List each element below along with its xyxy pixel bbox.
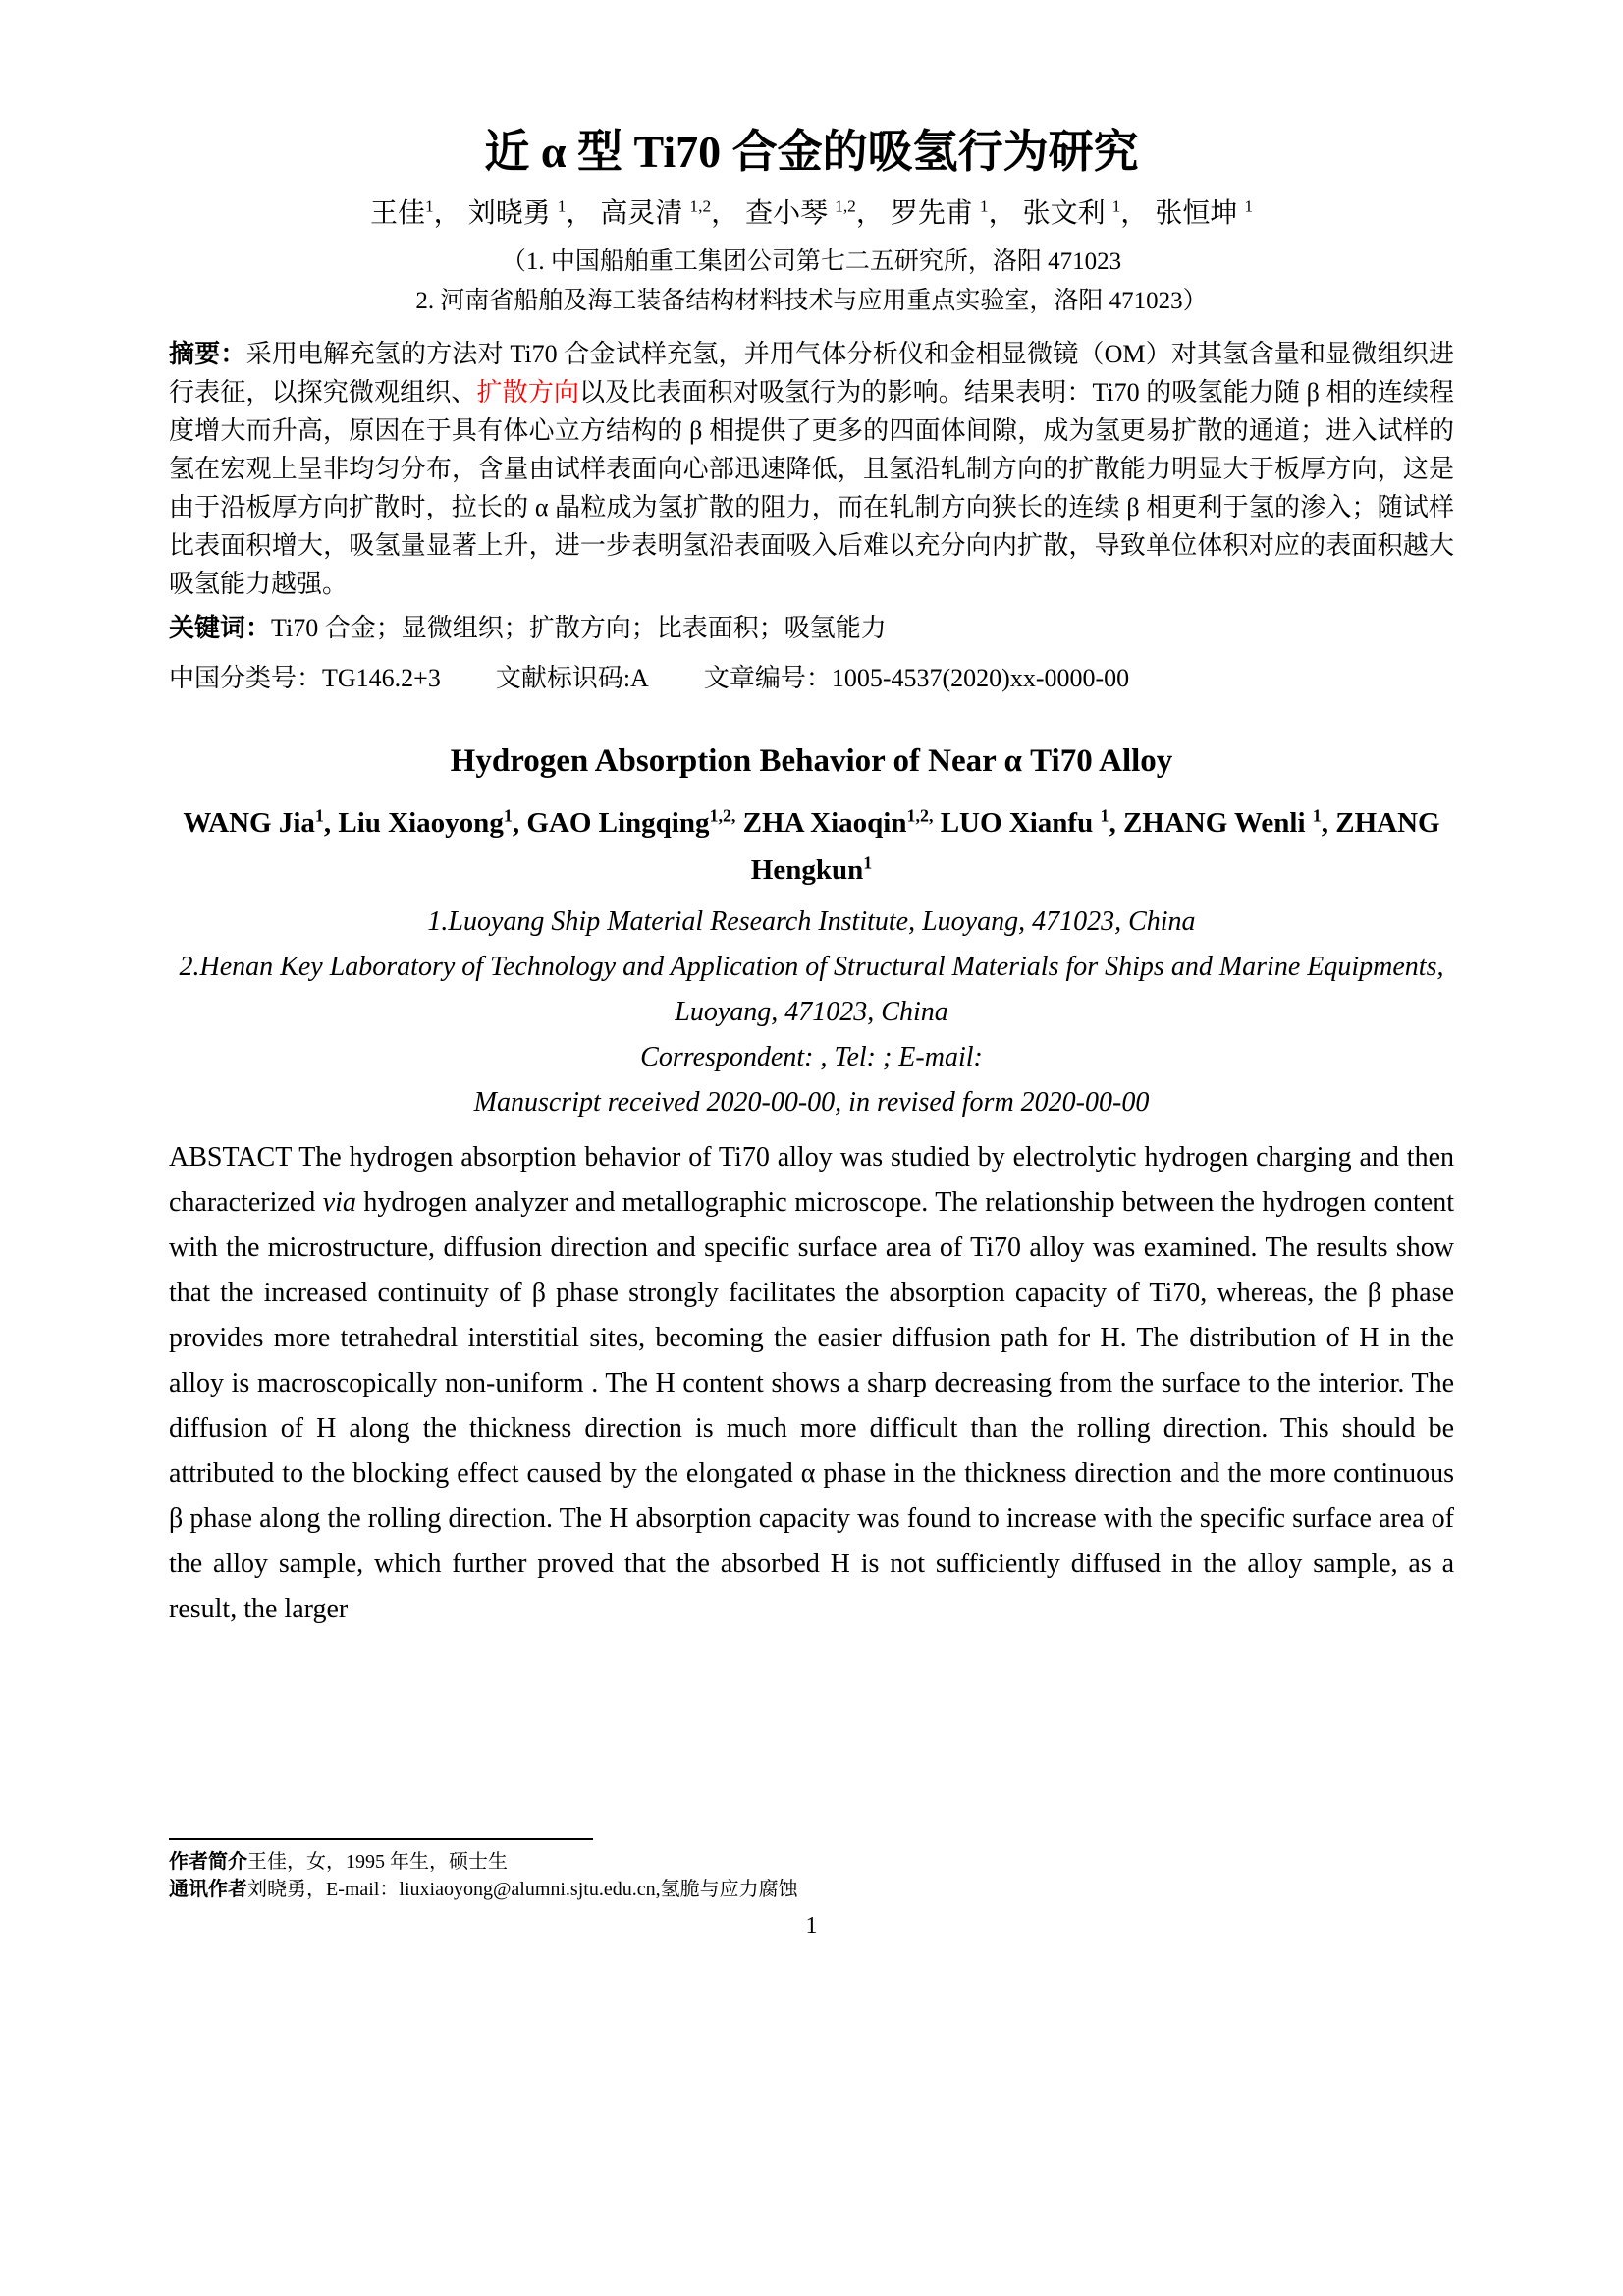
author-affiliation-superscript: 1 [1244, 196, 1254, 216]
author-separator: , [1321, 807, 1336, 839]
author-name: WANG Jia [183, 807, 315, 839]
footnote-divider [169, 1838, 593, 1840]
classification-line [169, 659, 1454, 697]
author-en [338, 807, 526, 839]
abstract-text-part2-cn: 以及比表面积对吸氢行为的影响。结果表明：Ti70 的吸氢能力随 β 相的连续程度增大而升高，原因在于具有体心立方结构的 β 相提供了更多的四面体间隙，成为氢更易扩散的通道；进入试样的氢在宏观上呈非均匀分布，含量由试样表面向心部迅速降低，且氢沿轧制方向的扩散能力明显大于板厚方向，这是由于沿板厚方向扩散时，拉长的 α 晶粒成为氢扩散的阻力，而在轧制方向狭长的连续 β 相更利于氢的渗入；随试样比表面积增大，吸氢量显著上升，进一步表明氢沿表面吸入后难以充分向内扩散，导致单位体积对应的表面积越大吸氢能力越强。 [169, 378, 1454, 598]
authors-en [169, 799, 1454, 894]
abstract-en [169, 1135, 1454, 1632]
affiliations-cn [169, 243, 1454, 321]
author-affiliation-superscript: 1 [863, 852, 873, 873]
author-separator: ， [711, 198, 739, 229]
keywords-line [169, 609, 1454, 647]
clc-number: 中国分类号：TG146.2+3 [169, 664, 441, 692]
author-en [1123, 807, 1335, 839]
author-separator: ， [1120, 198, 1149, 229]
abstract-text-part1-cn: 采用电解充氢的方法对 Ti70 合金试样充氢，并用气体分析仪和金相显微镜（OM）对其氢含量和显微组织进行表征，以探究微观组织、 [169, 340, 1454, 407]
author-name: Liu Xiaoyong [338, 807, 504, 839]
author-cn [891, 198, 1016, 229]
author-separator: ， [433, 198, 461, 229]
affiliations-en [169, 900, 1454, 1125]
abstract-text-part1-en: ABSTACT The hydrogen absorption behavior of Ti70 alloy was studied by electrolytic hydrogen charging and then characterized [169, 1142, 1454, 1218]
authors-cn [169, 191, 1454, 237]
abstract-text-part2-en: hydrogen analyzer and metallographic microscope. The relationship between the hydrogen content with the microstructure, diffusion direction and specific surface area of Ti70 alloy was examined. The results show that the increased continuity of β phase strongly facilitates the absorption capacity of Ti70, whereas, the β phase provides more tetrahedral interstitial sites, becoming the easier diffusion path for H. The distribution of H in the alloy is macroscopically non-uniform . The H content shows a sharp decreasing from the surface to the interior. The diffusion of H along the thickness direction is much more difficult than the rolling direction. This should be attributed to the blocking effect caused by the elongated α phase in the thickness direction and the more continuous β phase along the rolling direction. The H absorption capacity was found to increase with the specific surface area of the alloy sample, which further proved that the absorbed H is not sufficiently diffused in the alloy sample, as a result, the larger [169, 1187, 1454, 1624]
affiliation-line-en: 1.Luoyang Ship Material Research Institute, Luoyang, 471023, China [427, 906, 1196, 937]
author-en [941, 807, 1123, 839]
affiliation-line-cn: （1. 中国船舶重工集团公司第七二五研究所，洛阳 471023 [501, 248, 1122, 275]
document-code: 文献标识码:A [495, 664, 649, 692]
author-affiliation-superscript: 1 [1111, 196, 1121, 216]
keywords-label: 关键词： [169, 614, 272, 642]
author-cn [1023, 198, 1149, 229]
author-affiliation-superscript: 1 [979, 196, 989, 216]
corresponding-author-label: 通讯作者 [169, 1879, 247, 1900]
keywords-text: Ti70 合金；显微组织；扩散方向；比表面积；吸氢能力 [271, 614, 887, 642]
author-affiliation-superscript: 1 [1100, 805, 1109, 826]
author-en [183, 807, 331, 839]
author-affiliation-superscript: 1 [557, 196, 567, 216]
paper-title-en: Hydrogen Absorption Behavior of Near α Ti70 Alloy [450, 743, 1173, 779]
author-separator: ， [855, 198, 884, 229]
author-affiliation-superscript: 1,2, [906, 805, 934, 826]
author-separator: , [323, 807, 332, 839]
affiliation-line-en: Correspondent: , Tel: ; E-mail: [640, 1042, 983, 1072]
author-bio-line [169, 1848, 1454, 1876]
author-name: 刘晓勇 [467, 198, 558, 229]
author-name: 张文利 [1022, 198, 1112, 229]
author-separator [735, 807, 742, 839]
abstract-cn [169, 335, 1454, 603]
author-affiliation-superscript: 1 [1312, 805, 1322, 826]
author-cn [370, 198, 461, 229]
author-separator: , [1109, 807, 1123, 839]
author-name: 罗先甫 [890, 198, 980, 229]
author-affiliation-superscript: 1,2, [709, 805, 736, 826]
author-separator: ， [988, 198, 1016, 229]
corresponding-author-text: 刘晓勇，E-mail：liuxiaoyong@alumni.sjtu.edu.cn,氢脆与应力腐蚀 [247, 1879, 798, 1900]
author-cn [745, 198, 884, 229]
affiliation-line-en: 2.Henan Key Laboratory of Technology and Application of Structural Materials for Ships and Marine Equipments, Luoyang, 471023, China [179, 952, 1444, 1027]
affiliation-line-cn: 2. 河南省船舶及海工装备结构材料技术与应用重点实验室，洛阳 471023） [415, 288, 1208, 314]
author-affiliation-superscript: 1 [314, 805, 324, 826]
author-name: LUO Xianfu [940, 807, 1101, 839]
author-affiliation-superscript: 1,2 [689, 196, 712, 216]
author-name: 高灵清 [600, 198, 690, 229]
author-name: ZHA Xiaoqin [742, 807, 907, 839]
author-name: ZHANG Wenli [1122, 807, 1313, 839]
author-affiliation-superscript: 1,2 [835, 196, 856, 216]
author-affiliation-superscript: 1 [424, 196, 434, 216]
abstract-italic-term: via [322, 1187, 356, 1218]
author-separator [933, 807, 940, 839]
footnote [169, 1838, 1454, 1903]
author-name: ZHANG Hengkun [750, 807, 1440, 886]
article-number: 文章编号：1005-4537(2020)xx-0000-00 [703, 664, 1130, 692]
paper-title-cn: 近 α 型 Ti70 合金的吸氢行为研究 [484, 127, 1139, 177]
author-separator: , [512, 807, 527, 839]
author-name: 王佳 [369, 198, 425, 229]
corresponding-author-line [169, 1876, 1454, 1903]
abstract-highlighted-term: 扩散方向 [476, 378, 579, 407]
author-separator: ， [566, 198, 594, 229]
author-cn [600, 198, 738, 229]
affiliation-line-en: Manuscript received 2020-00-00, in revised form 2020-00-00 [473, 1087, 1150, 1118]
author-en [526, 807, 742, 839]
author-en [743, 807, 941, 839]
author-affiliation-superscript: 1 [503, 805, 513, 826]
page-number: 1 [805, 1913, 818, 1939]
author-bio-label: 作者简介 [169, 1851, 247, 1873]
author-name: 张恒坤 [1155, 198, 1245, 229]
abstract-label-cn: 摘要： [169, 340, 246, 368]
author-name: 查小琴 [745, 198, 836, 229]
author-name: GAO Lingqing [526, 807, 710, 839]
author-cn [468, 198, 594, 229]
author-bio-text: 王佳，女，1995 年生，硕士生 [247, 1851, 508, 1873]
author-cn [1155, 198, 1253, 229]
